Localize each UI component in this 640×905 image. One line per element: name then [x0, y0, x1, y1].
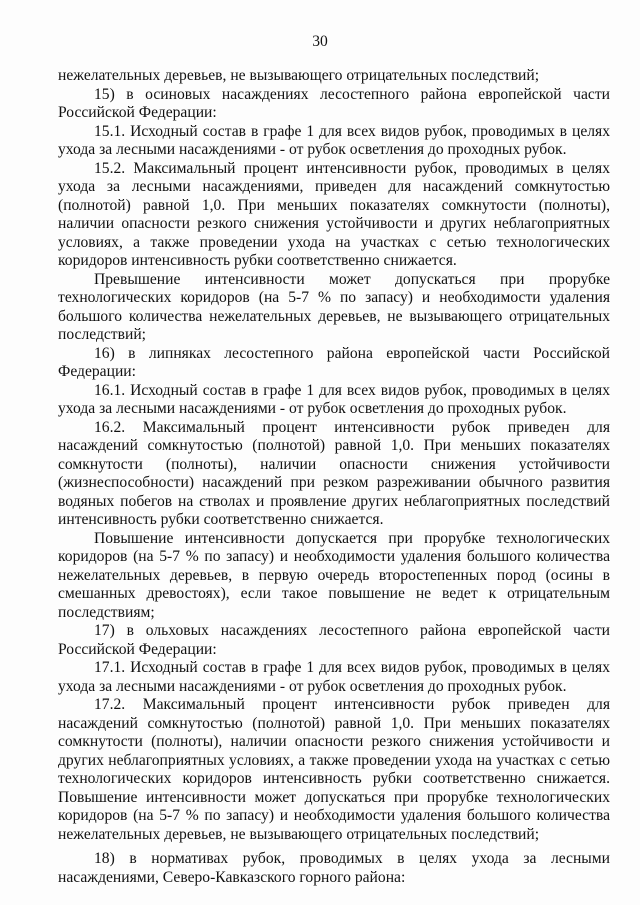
paragraph-item-16-2: 16.2. Максимальный процент интенсивности рубок приведен для насаждений сомкнутостью (полнотой) равной 1,0. При меньших показателях сомкнутости (полноты), наличии опасности снижения устойчивости (жизнеспособности) насаждений при резком разреживании обычного развития водяных побегов на стволах и проявление других неблагоприятных последствий интенсивность рубки соответственно снижается.: [58, 418, 610, 528]
paragraph-continuation: нежелательных деревьев, не вызывающего отрицательных последствий;: [58, 67, 540, 84]
paragraph-item-15: 15) в осиновых насаждениях лесостепного района европейской части Российской Федерации:: [58, 85, 610, 121]
paragraph-item-17: 17) в ольховых насаждениях лесостепного района европейской части Российской Федерации:: [58, 622, 610, 658]
paragraph-item-15-2: 15.2. Максимальный процент интенсивности рубок, проводимых в целях ухода за лесными насаждениями, приведен для насаждений сомкнутостью (полнотой) равной 1,0. При меньших показателях сомкнутости (полноты), наличии опасности резкого снижения устойчивости и других неблагоприятных условиях, а также проведении ухода на участках с сетью технологических коридоров интенсивность рубки соответственно снижается.: [58, 159, 610, 269]
paragraph-item-17-1: 17.1. Исходный состав в графе 1 для всех видов рубок, проводимых в целях ухода за лесными насаждениями - от рубок осветления до проходных рубок.: [58, 659, 610, 695]
paragraph-item-15-1: 15.1. Исходный состав в графе 1 для всех видов рубок, проводимых в целях ухода за лесными насаждениями - от рубок осветления до проходных рубок.: [58, 122, 610, 158]
paragraph-item-16: 16) в липняках лесостепного района европейской части Российской Федерации:: [58, 344, 610, 380]
paragraph-increase-16: Повышение интенсивности допускается при прорубке технологических коридоров (на 5-7 % по запасу) и необходимости удаления большого количества нежелательных деревьев, в первую очередь второстепенных пород (осины в смешанных древостоях), если такое повышение не ведет к отрицательным последствиям;: [58, 529, 610, 621]
paragraph-excess-15: Превышение интенсивности может допускаться при прорубке технологических коридоров (на 5-7 % по запасу) и необходимости удаления большого количества нежелательных деревьев, не вызывающего отрицательных последствий;: [58, 270, 610, 343]
document-body: [58, 67, 610, 887]
paragraph-item-16-1: 16.1. Исходный состав в графе 1 для всех видов рубок, проводимых в целях ухода за лесными насаждениями - от рубок осветления до проходных рубок.: [58, 381, 610, 417]
page-number: 30: [312, 33, 328, 50]
paragraph-item-17-2: 17.2. Максимальный процент интенсивности рубок приведен для насаждений сомкнутостью (полнотой) равной 1,0. При меньших показателях сомкнутости (полноты), наличии опасности резкого снижения устойчивости и других неблагоприятных условиях, а также проведении ухода на участках с сетью технологических коридоров интенсивность рубки соответственно снижается. Повышение интенсивности может допускаться при прорубке технологических коридоров (на 5-7 % по запасу) и необходимости удаления большого количества нежелательных деревьев, не вызывающего отрицательных последствий;: [58, 696, 610, 843]
paragraph-item-18: 18) в нормативах рубок, проводимых в целях ухода за лесными насаждениями, Северо-Кавказского горного района:: [58, 850, 610, 886]
